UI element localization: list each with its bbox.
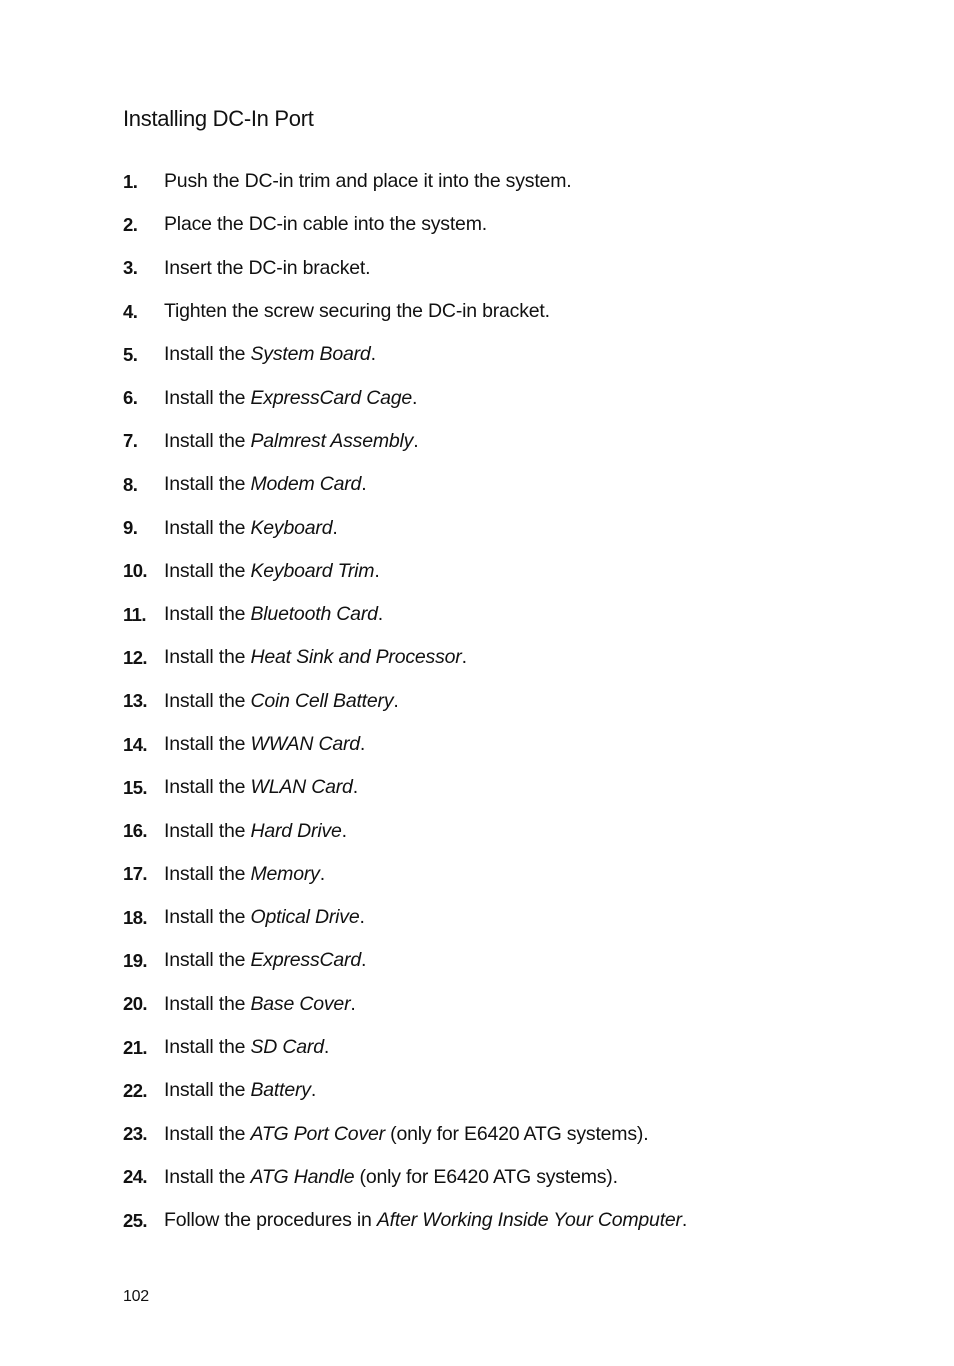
step-text-segment: . [393,689,399,712]
step-text-segment: . [374,559,380,582]
step-link-reference: Keyboard [250,516,333,539]
step-text-segment: Tighten the screw securing the DC-in bracket. [164,300,550,323]
step-number: 16. [123,820,147,842]
step-text [164,560,380,583]
steps-list [123,160,883,1242]
step-text-segment: . [359,733,366,755]
step-number: 23. [123,1123,147,1145]
step-number: 13. [123,690,147,712]
step-text-segment: . [341,819,347,842]
step-text [164,906,365,929]
step-text-segment: . [352,776,358,799]
step-text-segment: Install the [164,1122,251,1145]
step-number: 15. [123,776,147,798]
step-text-segment: . [361,473,367,496]
step-item [123,983,883,1026]
step-text-segment: Install the [164,949,251,972]
step-text [164,776,358,799]
step-item [123,1069,883,1112]
step-link-reference: Battery [250,1079,311,1102]
step-text-segment: (only for E6420 ATG systems). [384,1122,649,1145]
step-item [123,333,883,376]
step-text-segment: . [350,992,356,1015]
step-text-segment: Install the [164,1036,251,1059]
step-link-reference: ExpressCard Cage [250,386,413,409]
step-text [164,646,467,669]
step-text [164,1036,329,1059]
step-item [123,939,883,982]
step-text-segment: Install the [164,646,251,669]
step-item [123,809,883,852]
step-number: 6. [123,387,138,409]
step-text-segment: Insert the DC-in bracket. [164,256,371,279]
step-text [164,387,417,410]
step-link-reference: Coin Cell Battery [250,689,394,712]
step-item [123,1026,883,1069]
step-text-segment: Install the [164,992,251,1015]
step-link-reference: WLAN Card [250,776,353,799]
step-text [164,1123,648,1146]
step-text-segment: Install the [164,386,251,409]
step-item [123,766,883,809]
step-text-segment: Install the [164,1079,251,1102]
step-number: 9. [123,517,138,539]
step-text-segment: Install the [164,776,251,799]
step-text-segment: . [359,906,365,929]
step-text-segment: Install the [164,559,251,582]
step-text-segment: . [310,1079,317,1102]
step-item [123,420,883,463]
step-number: 24. [123,1166,147,1188]
step-item [123,723,883,766]
step-text-segment: Install the [164,603,251,626]
step-number: 25. [123,1209,147,1231]
step-text-segment: Install the [164,819,251,842]
page-title: Installing DC-In Port [123,106,314,131]
step-link-reference: Keyboard Trim [250,559,375,582]
step-item [123,1199,883,1242]
step-text-segment: Install the [164,906,251,929]
step-link-reference: Base Cover [250,992,351,1015]
step-number: 17. [123,863,147,885]
step-link-reference: ExpressCard [250,949,361,972]
step-text-segment: Install the [164,516,251,539]
step-number: 20. [123,993,147,1015]
step-text-segment: . [461,646,467,669]
step-item [123,896,883,939]
step-item [123,160,883,203]
step-link-reference: Optical Drive [250,906,360,929]
step-number: 7. [123,430,138,452]
step-item [123,203,883,246]
step-text-segment: Install the [164,689,251,712]
step-text [164,1166,618,1189]
step-item [123,247,883,290]
step-link-reference: ATG Port Cover [250,1122,385,1145]
step-item [123,506,883,549]
step-text [164,993,356,1016]
step-item [123,463,883,506]
step-text [164,863,325,886]
step-text [164,690,399,713]
step-link-reference: WWAN Card [250,733,360,755]
step-text-segment: Install the [164,429,251,452]
step-text-segment: Install the [164,343,251,366]
step-text-segment: Install the [164,733,251,755]
step-number: 8. [123,473,138,495]
step-text [164,1209,687,1232]
step-text-segment: . [681,1209,688,1232]
step-item [123,376,883,419]
step-text [164,257,370,280]
step-link-reference: Modem Card [250,473,362,496]
step-text-segment: . [370,343,376,366]
step-text-segment: Push the DC-in trim and place it into the system. [164,170,572,193]
step-text-segment: Install the [164,862,251,885]
step-number: 10. [123,560,147,582]
step-text [164,733,365,756]
step-link-reference: Bluetooth Card [250,603,378,626]
step-number: 11. [123,603,146,625]
step-item [123,1156,883,1199]
step-text-segment: Place the DC-in cable into the system. [164,213,487,236]
step-link-reference: Heat Sink and Processor [250,646,462,669]
step-text-segment: . [323,1036,330,1059]
step-number: 18. [123,906,147,928]
step-link-reference: Hard Drive [250,819,342,842]
step-link-reference: System Board [250,343,371,366]
step-text-segment: . [319,862,325,885]
step-text-segment: . [413,429,419,452]
step-item [123,680,883,723]
step-number: 22. [123,1079,147,1101]
step-text [164,170,571,193]
step-text [164,343,376,366]
step-link-reference: Memory [250,862,320,885]
step-text-segment: . [361,949,367,972]
step-text-segment: (only for E6420 ATG systems). [354,1165,618,1188]
step-text [164,603,383,626]
step-item [123,1113,883,1156]
step-number: 3. [123,257,138,279]
step-text-segment: . [332,516,338,539]
step-item [123,593,883,636]
step-text [164,300,550,323]
step-link-reference: After Working Inside Your Computer [376,1209,682,1232]
step-number: 19. [123,949,147,971]
step-link-reference: ATG Handle [250,1165,355,1188]
step-item [123,636,883,679]
step-text [164,517,338,540]
step-text [164,213,487,236]
step-text [164,820,347,843]
step-text [164,430,418,453]
step-number: 5. [123,343,138,365]
step-text-segment: . [412,386,418,409]
step-link-reference: Palmrest Assembly [250,429,414,452]
step-number: 21. [123,1036,147,1058]
step-text [164,473,366,496]
step-number: 14. [123,733,147,755]
page-number: 102 [123,1288,149,1305]
step-link-reference: SD Card [250,1036,324,1059]
step-text-segment: Install the [164,1165,251,1188]
step-text-segment: Follow the procedures in [164,1209,377,1232]
step-number: 4. [123,300,138,322]
step-text [164,949,366,972]
step-text [164,1079,316,1102]
step-item [123,550,883,593]
step-number: 12. [123,646,147,668]
step-number: 2. [123,213,138,235]
step-text-segment: . [377,603,383,626]
step-item [123,290,883,333]
step-item [123,853,883,896]
step-text-segment: Install the [164,473,251,496]
step-number: 1. [123,170,138,192]
